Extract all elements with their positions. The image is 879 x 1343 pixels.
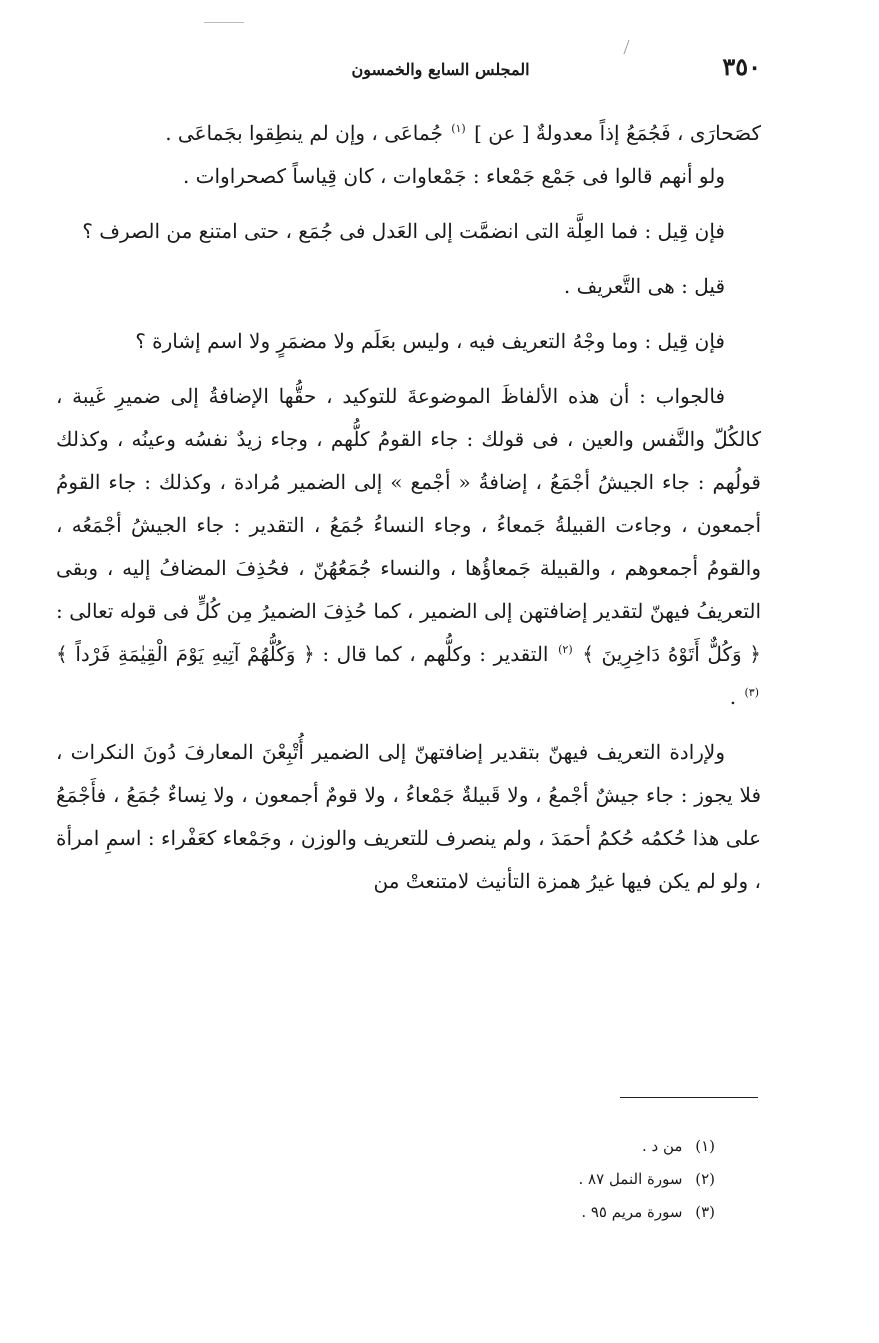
- paragraph: ولو أنهم قالوا فى جَمْع جَمْعاء : جَمْعاوات ، كان قِياساً كصحراوات .: [182, 164, 725, 188]
- text-span: .: [729, 685, 737, 709]
- paragraph: ولإرادة التعريف فيهنّ بتقدير إضافتهنّ إلى الضمير أُتْبِعْنَ المعارفَ دُونَ النكرات ، فلا يجوز : جاء جيشٌ أجْمعُ ، ولا قَبيلةٌ جَمْعاءُ ، ولا قومٌ أجمعون ، ولا نِساءٌ جُمَعُ ، فأَجْمَعُ على هذا حُكمُه حُكمُ أحمَدَ ، ولم ينصرف للتعريف والوزن ، وجَمْعاء كعَفْراء : اسمِ امرأة ، ولو لم يكن فيها غيرُ همزة التأنيث لامتنعتْ من: [56, 740, 762, 893]
- footnote-text: من د .: [642, 1137, 683, 1155]
- paragraph: فإن قِيل : وما وجْهُ التعريف فيه ، وليس بعَلَم ولا مضمَرٍ ولا اسم إشارة ؟: [135, 329, 725, 353]
- footnote-number: (٢): [695, 1170, 715, 1188]
- footnote-ref: (٢): [558, 643, 573, 657]
- main-text: [56, 112, 761, 915]
- footnote: [360, 1163, 715, 1196]
- footnotes: [360, 1130, 715, 1229]
- footnote: [360, 1130, 715, 1163]
- scan-mark: [204, 22, 244, 23]
- footnote-text: سورة النمل ٨٧ .: [578, 1170, 683, 1188]
- footnote-ref: (٣): [744, 686, 759, 700]
- footnote-number: (٣): [695, 1203, 715, 1221]
- text-span: التقدير : وكلُّهم ، كما قال : ﴿ وَكُلُّهُمْ آتِيهِ يَوْمَ الْقِيٰمَةِ فَرْداً ﴾: [56, 642, 549, 666]
- text-span: كصَحارَى ، فَجُمَعُ إذاً معدولةٌ [ عن ]: [474, 121, 761, 145]
- footnote: [360, 1196, 715, 1229]
- footnote-text: سورة مريم ٩٥ .: [581, 1203, 683, 1221]
- footnote-number: (١): [695, 1137, 715, 1155]
- paragraph: [56, 375, 761, 719]
- footnote-ref: (١): [451, 122, 466, 136]
- text-span: فالجواب : أن هذه الألفاظَ الموضوعةَ للتوكيد ، حقُّها الإضافةُ إلى ضميرِ غَيبة ، كالكُلّ والنَّفس والعين ، فى قولك : جاء القومُ كلُّهم ، وجاء زيدٌ نفسُه وعينُه ، وكذلك قولُهم : جاء الجيشُ أجْمَعُ ، إضافةُ « أجْمع » إلى الضمير مُرادة ، وكذلك : جاء القومُ أجمعون ، وجاءت القبيلةُ جَمعاءُ ، وجاء النساءُ جُمَعُ ، التقدير : جاء الجيشُ أجْمَعُه ، والقومُ أجمعوهم ، والقبيلة جَمعاؤُها ، والنساء جُمَعُهُنّ ، فحُذِفَ المضافُ إليه ، وبقى التعريفُ فيهنّ لتقدير إضافتهن إلى الضمير ، كما حُذِفَ الضميرُ مِن كُلٍّ فى قوله تعالى : ﴿ وَكُلٌّ أَتَوْهُ دَاخِرِينَ ﴾: [56, 384, 762, 666]
- footnote-separator: [620, 1097, 758, 1098]
- paragraph: قيل : هى التَّعريف .: [563, 274, 725, 298]
- text-span: جُماعَى ، وإن لم ينطِقوا بجَماعَى .: [165, 121, 443, 145]
- page-header: [120, 52, 761, 92]
- paragraph: فإن قِيل : فما العِلَّة التى انضمَّت إلى العَدل فى جُمَع ، حتى امتنع من الصرف ؟: [82, 219, 725, 243]
- page-number: ٣٥٠: [722, 52, 761, 81]
- running-title: المجلس السابع والخمسون: [351, 60, 530, 79]
- paragraph: [56, 112, 761, 155]
